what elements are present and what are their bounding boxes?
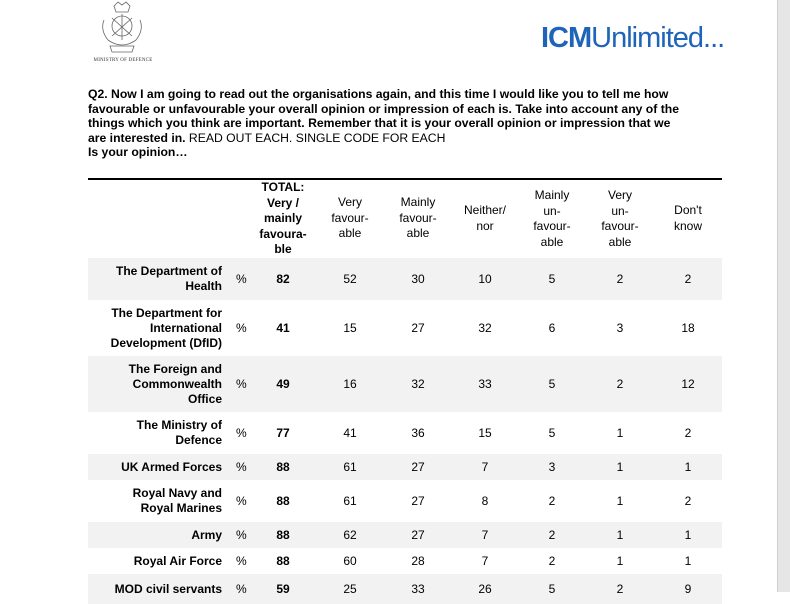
row-label-line: MOD civil servants: [114, 581, 222, 596]
column-header-5-line-4: able: [540, 234, 564, 249]
row-label: [111, 306, 222, 351]
cell-value: 15: [343, 321, 357, 335]
cell-value: 2: [684, 272, 692, 286]
column-header-6-line-1: Very: [607, 188, 632, 202]
cell-value: 2: [548, 494, 556, 508]
percent-unit: %: [236, 582, 247, 596]
row-label: [115, 582, 222, 597]
column-header-3-line-3: able: [406, 226, 430, 240]
cell-value: 26: [478, 582, 492, 596]
cell-value: 10: [478, 272, 492, 286]
column-header-2-line-1: Very: [337, 195, 362, 209]
cell-value: 33: [411, 582, 425, 596]
total-favourable-value: 88: [276, 460, 290, 474]
cell-value: 1: [616, 494, 624, 508]
cell-value: 32: [411, 377, 425, 391]
column-header-6-line-4: able: [608, 234, 632, 249]
column-header-5-line-2: un-: [543, 203, 561, 218]
total-favourable-value: 77: [276, 426, 290, 440]
column-header-6-line-2: un-: [611, 203, 629, 218]
row-label-line: The Department for: [111, 305, 222, 320]
row-label-line: Army: [191, 527, 222, 542]
column-header-1-line-5: ble: [274, 242, 292, 256]
cell-value: 1: [684, 554, 692, 568]
cell-value: 2: [684, 426, 692, 440]
ministry-of-defence-crest-icon: [92, 0, 152, 56]
scrollbar-track[interactable]: [777, 0, 790, 592]
table-row: [88, 454, 722, 480]
cell-value: 2: [684, 494, 692, 508]
cell-value: 7: [481, 460, 489, 474]
row-label-line: Royal Air Force: [133, 553, 222, 568]
cell-value: 27: [411, 494, 425, 508]
cell-value: 30: [411, 272, 425, 286]
column-header-7-line-2: know: [673, 218, 702, 233]
row-label-line: Office: [187, 391, 222, 406]
percent-unit: %: [236, 272, 247, 286]
total-favourable-value: 82: [276, 272, 290, 286]
table-row: [88, 480, 722, 522]
cell-value: 60: [343, 554, 357, 568]
cell-value: 28: [411, 554, 425, 568]
cell-value: 25: [343, 582, 357, 596]
cell-value: 61: [343, 494, 357, 508]
cell-value: 1: [616, 460, 624, 474]
column-header-3-line-2: favour-: [399, 210, 437, 225]
table-row: [88, 412, 722, 454]
percent-unit: %: [236, 494, 247, 508]
total-favourable-value: 88: [276, 554, 290, 568]
column-header-6-line-3: favour-: [601, 219, 639, 233]
cell-value: 5: [548, 426, 556, 440]
row-label-line: Defence: [175, 433, 222, 447]
cell-value: 1: [616, 528, 624, 542]
cell-value: 7: [481, 554, 489, 568]
row-label-line: UK Armed Forces: [121, 459, 222, 474]
total-favourable-value: 49: [276, 377, 290, 391]
column-header-2-line-2: favour-: [331, 210, 369, 225]
cell-value: 9: [684, 582, 692, 596]
cell-value: 1: [616, 426, 624, 440]
table-row: [88, 548, 722, 574]
column-header-4-line-2: nor: [476, 218, 494, 233]
cell-value: 6: [548, 321, 556, 335]
percent-unit: %: [236, 554, 247, 568]
cell-value: 5: [548, 582, 556, 596]
column-header-7-line-1: Don't: [674, 203, 702, 217]
cell-value: 15: [478, 426, 492, 440]
column-header-4-line-1: Neither/: [463, 203, 507, 217]
row-label: [116, 264, 222, 294]
cell-value: 52: [343, 272, 357, 286]
cell-value: 8: [481, 494, 489, 508]
total-favourable-value: 59: [276, 582, 290, 596]
column-header-2-line-3: able: [338, 226, 362, 240]
cell-value: 61: [343, 460, 357, 474]
cell-value: 2: [548, 528, 556, 542]
row-label-line: Commonwealth: [132, 376, 222, 391]
row-label: [134, 554, 222, 569]
row-label-line: Development (DfID): [110, 335, 222, 350]
row-label-line: The Department of: [115, 264, 222, 278]
cell-value: 62: [343, 528, 357, 542]
cell-value: 41: [343, 426, 357, 440]
row-label: [129, 362, 222, 407]
percent-unit: %: [236, 377, 247, 391]
cell-value: 27: [411, 460, 425, 474]
table-row: [88, 574, 722, 604]
cell-value: 36: [411, 426, 425, 440]
cell-value: 7: [481, 528, 489, 542]
cell-value: 18: [681, 321, 695, 335]
row-label: [137, 418, 222, 448]
cell-value: 2: [616, 272, 624, 286]
cell-value: 1: [684, 528, 692, 542]
row-label-line: Royal Navy and: [132, 486, 222, 500]
row-label-line: Royal Marines: [140, 501, 222, 515]
row-label: [133, 486, 222, 516]
column-header-1-line-3: mainly: [263, 211, 302, 225]
percent-unit: %: [236, 528, 247, 542]
cell-value: 1: [684, 460, 692, 474]
column-header-1-line-1: TOTAL:: [261, 180, 305, 194]
table-row: [88, 522, 722, 548]
cell-value: 12: [681, 377, 695, 391]
column-header-1-line-2: Very /: [266, 195, 300, 210]
cell-value: 2: [616, 582, 624, 596]
ministry-label: MINISTRY OF DEFENCE: [93, 58, 153, 63]
cell-value: 1: [616, 554, 624, 568]
icm-unlimited-logo: ICMUnlimited...: [541, 22, 725, 54]
cell-value: 16: [343, 377, 357, 391]
cell-value: 2: [616, 377, 624, 391]
table-row: [88, 300, 722, 356]
cell-value: 27: [411, 528, 425, 542]
cell-value: 5: [548, 377, 556, 391]
table-row: [88, 356, 722, 412]
total-favourable-value: 88: [276, 494, 290, 508]
row-label-line: International: [149, 320, 222, 335]
cell-value: 3: [616, 321, 624, 335]
cell-value: 2: [548, 554, 556, 568]
row-label: [121, 460, 222, 475]
row-label-line: The Foreign and: [128, 361, 222, 376]
cell-value: 27: [411, 321, 425, 335]
column-header-5-line-3: favour-: [533, 219, 571, 233]
percent-unit: %: [236, 321, 247, 335]
row-label-line: Health: [185, 279, 222, 293]
cell-value: 5: [548, 272, 556, 286]
cell-value: 33: [478, 377, 492, 391]
table-row: [88, 258, 722, 300]
percent-unit: %: [236, 460, 247, 474]
column-header-5-line-1: Mainly: [534, 188, 570, 202]
row-label-line: The Ministry of: [136, 418, 222, 432]
question-text: Q2. Now I am going to read out the organisations again, and this time I would like you to tell me how favourable or unfavourable your overall opinion or impression of each is. Take into account any of the things which you think are important. Remember that it is your overall opinion or impression that we are interested in. READ OUT EACH. SINGLE CODE FOR EACH Is your opinion…: [88, 87, 679, 160]
column-header-1-line-4: favoura-: [259, 226, 307, 241]
cell-value: 3: [548, 460, 556, 474]
cell-value: 32: [478, 321, 492, 335]
total-favourable-value: 88: [276, 528, 290, 542]
percent-unit: %: [236, 426, 247, 440]
row-label: [191, 528, 222, 543]
table-top-rule: [88, 178, 722, 180]
column-header-3-line-1: Mainly: [400, 195, 436, 209]
total-favourable-value: 41: [276, 321, 290, 335]
